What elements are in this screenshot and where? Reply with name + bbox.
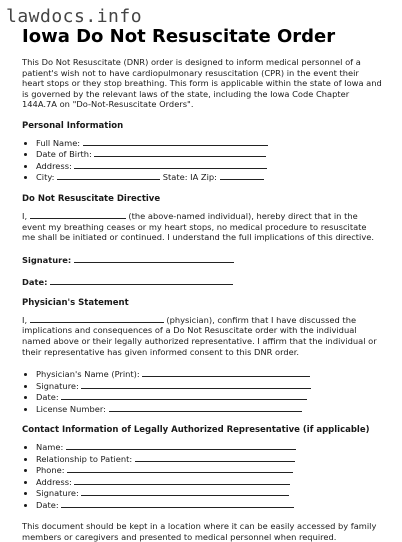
physician-date-item (36, 391, 382, 403)
directive-date-line (22, 276, 382, 288)
directive-signature-line (22, 254, 382, 266)
footer-paragraph: This document should be kept in a location where it can be easily accessed by family members or caregivers and presented to medical personnel when required. (22, 521, 377, 542)
physician-name-label: Physician's Name (Print): (36, 369, 140, 380)
physician-heading: Physician's Statement (22, 297, 129, 308)
rep-relationship-field[interactable] (135, 453, 295, 462)
rep-date-item (36, 499, 382, 511)
state-zip-label: State: IA Zip: (162, 172, 217, 183)
rep-phone-item (36, 464, 382, 476)
representative-heading: Contact Information of Legally Authorized Representative (if applicable) (22, 425, 370, 436)
physician-date-label: Date: (36, 392, 59, 403)
personal-info-list (22, 137, 382, 183)
dob-item (36, 148, 382, 160)
directive-text: (the above-named individual), hereby direct that in the event my breathing ceases or my heart stops, no medical procedure to resuscitate me shall be initiated or continued. I understand the full implications of this directive. (22, 210, 374, 243)
rep-name-field[interactable] (66, 441, 296, 450)
document-body (22, 57, 382, 542)
rep-signature-field[interactable] (81, 487, 289, 496)
address-item (36, 160, 382, 172)
dob-label: Date of Birth: (36, 149, 92, 160)
directive-signature-field[interactable] (74, 254, 234, 263)
physician-signature-field[interactable] (81, 380, 311, 389)
intro-paragraph: This Do Not Resuscitate (DNR) order is designed to inform medical personnel of a patient's wish not to have cardiopulmonary resuscitation (CPR) in the event their heart stops or they stop breathing. This form is applicable within the state of Iowa and is governed by the relevant laws of the state, including the Iowa Code Chapter 144A.7A on "Do-Not-Resuscitate Orders". (22, 57, 382, 110)
physician-text: (physician), confirm that I have discussed the implications and consequences of a Do Not Resuscitate order with the individual named above or their legally authorized representative. I affirm that the individual or their representative has given informed consent to this DNR order. (22, 314, 377, 357)
rep-address-label: Address: (36, 476, 72, 487)
directive-heading: Do Not Resuscitate Directive (22, 193, 161, 204)
zip-field[interactable] (220, 171, 264, 180)
representative-info-list (22, 441, 382, 510)
license-label: License Number: (36, 403, 106, 414)
patient-name-field[interactable] (30, 210, 126, 219)
rep-address-item (36, 476, 382, 488)
city-state-item (36, 171, 382, 183)
address-label: Address: (36, 160, 72, 171)
rep-signature-item (36, 487, 382, 499)
physician-name-field[interactable] (142, 368, 310, 377)
directive-lead: I, (22, 210, 28, 221)
license-item (36, 403, 382, 415)
rep-name-label: Name: (36, 442, 64, 453)
physician-signature-item (36, 380, 382, 392)
full-name-label: Full Name: (36, 137, 81, 148)
rep-signature-label: Signature: (36, 488, 79, 499)
physician-name-item (36, 368, 382, 380)
full-name-field[interactable] (83, 137, 268, 146)
site-watermark: lawdocs.info (6, 6, 143, 27)
document-title: Iowa Do Not Resuscitate Order (22, 26, 336, 47)
physician-signature-label: Signature: (36, 380, 79, 391)
city-label: City: (36, 172, 55, 183)
directive-date-label: Date: (22, 276, 48, 287)
rep-phone-label: Phone: (36, 465, 65, 476)
physician-info-list (22, 368, 382, 414)
license-field[interactable] (109, 403, 302, 412)
address-field[interactable] (74, 160, 267, 169)
personal-info-heading: Personal Information (22, 120, 124, 131)
rep-date-label: Date: (36, 499, 59, 510)
physician-date-field[interactable] (61, 391, 307, 400)
dob-field[interactable] (94, 148, 266, 157)
rep-date-field[interactable] (61, 499, 294, 508)
directive-date-field[interactable] (50, 276, 233, 285)
directive-paragraph (22, 210, 382, 243)
rep-relationship-item (36, 453, 382, 465)
physician-paragraph (22, 314, 382, 357)
rep-relationship-label: Relationship to Patient: (36, 453, 133, 464)
physician-lead: I, (22, 314, 28, 325)
full-name-item (36, 137, 382, 149)
rep-address-field[interactable] (74, 476, 290, 485)
directive-signature-label: Signature: (22, 254, 72, 265)
rep-name-item (36, 441, 382, 453)
rep-phone-field[interactable] (67, 464, 293, 473)
physician-name-inline-field[interactable] (30, 314, 164, 323)
city-field[interactable] (57, 171, 160, 180)
